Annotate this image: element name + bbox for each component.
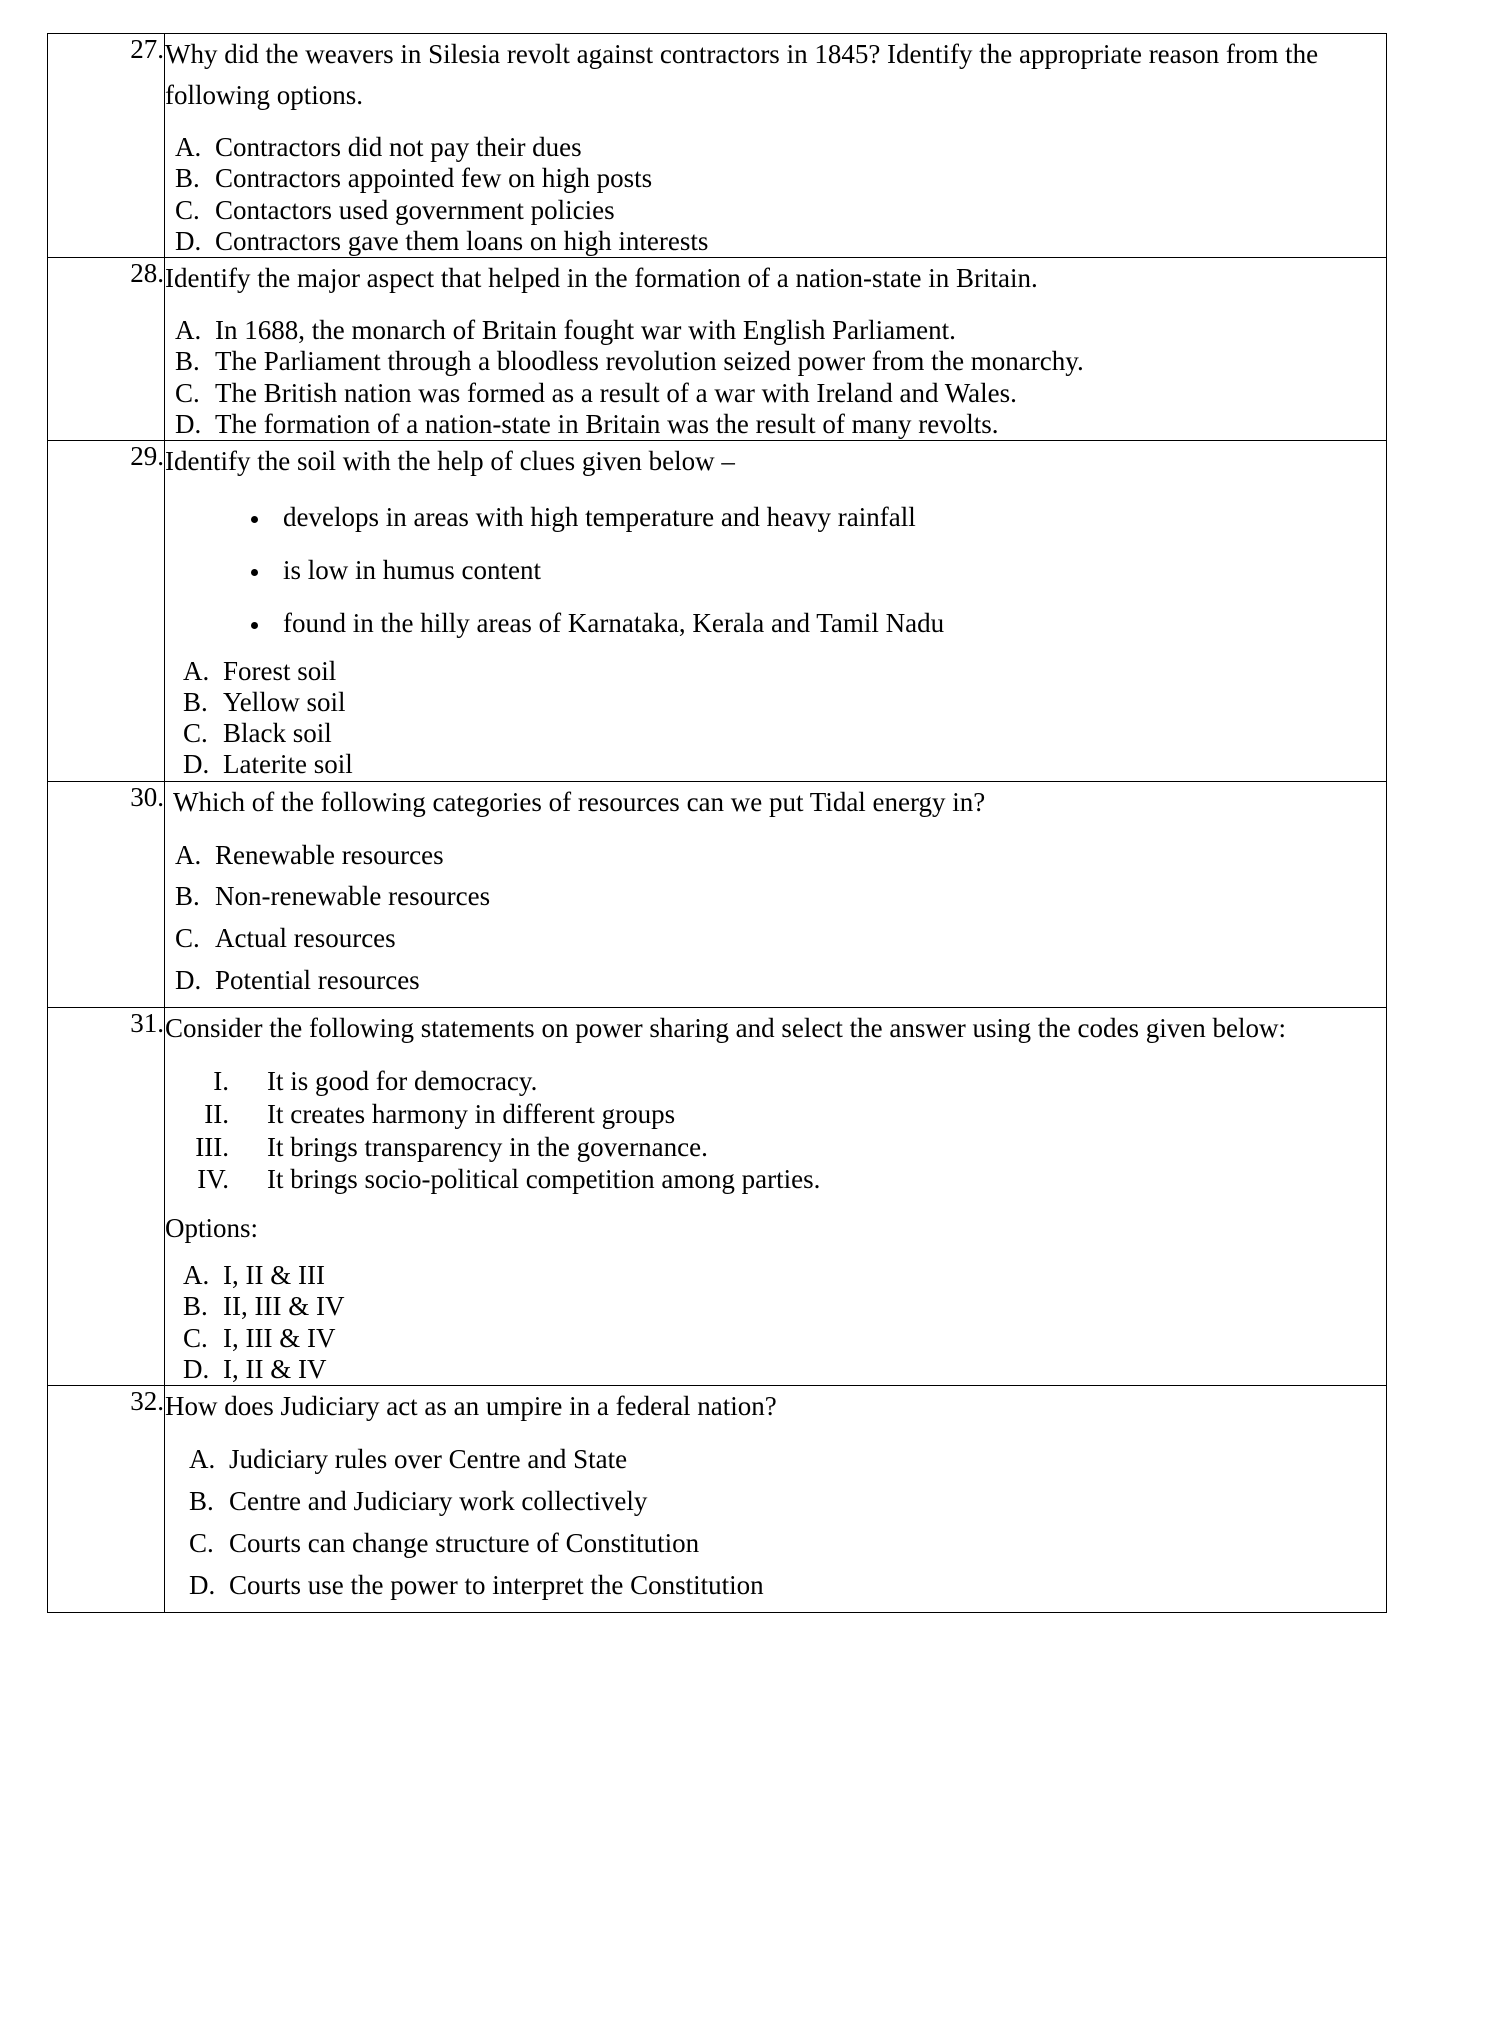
questions-table [47,33,1387,1613]
option-text: I, II & III [223,1260,325,1291]
list-item [175,965,1386,997]
option-text: The formation of a nation-state in Britain was the result of many revolts. [215,408,999,439]
question-number: 32. [130,1386,164,1417]
list-item [175,881,1386,913]
option-label: D. [183,749,210,780]
list-item [183,656,1386,686]
option-text: I, III & IV [223,1322,336,1353]
option-text: Centre and Judiciary work collectively [229,1485,648,1516]
option-text: Potential resources [215,965,420,996]
statement-numeral: II. [204,1098,229,1129]
option-label: B. [189,1485,214,1516]
question-stem: How does Judiciary act as an umpire in a federal nation? [165,1391,777,1422]
option-label: C. [183,718,208,749]
list-item [189,1528,1386,1560]
list-item [183,1260,1386,1290]
option-text: Actual resources [215,923,396,954]
question-stem: Identify the major aspect that helped in the formation of a nation-state in Britain. [165,263,1038,293]
option-label: D. [189,1569,216,1600]
clue-list [165,502,1386,640]
question-number: 29. [130,440,164,471]
list-item [175,840,1386,872]
option-label: A. [189,1444,216,1475]
statement-list [165,1066,1386,1195]
option-label: B. [183,1291,208,1322]
list-item [175,163,1386,193]
option-label: A. [183,655,210,686]
option-text: Non-renewable resources [215,881,491,912]
list-item [193,1066,1386,1097]
option-text: In 1688, the monarch of Britain fought war with English Parliament. [215,315,956,346]
statement-text: It brings transparency in the governance. [267,1131,708,1162]
option-label: A. [175,839,202,870]
list-item [189,1444,1386,1476]
list-item [175,923,1386,955]
option-label: C. [183,1322,208,1353]
option-label: A. [175,132,202,163]
option-text: The Parliament through a bloodless revolution seized power from the monarchy. [215,346,1084,377]
option-label: D. [183,1353,210,1384]
option-text: Laterite soil [223,749,353,780]
table-row [48,258,1387,441]
option-list [165,656,1386,780]
option-text: Contractors appointed few on high posts [215,163,653,194]
option-text: Judiciary rules over Centre and State [229,1444,628,1475]
question-number: 28. [130,258,164,288]
table-row [48,1386,1387,1612]
question-stem: Identify the soil with the help of clues given below – [165,445,735,476]
option-text: II, III & IV [223,1291,345,1322]
table-row [48,440,1387,781]
list-item [189,1486,1386,1518]
question-body-cell [165,34,1387,258]
statement-text: It is good for democracy. [267,1066,538,1097]
option-label: C. [175,194,200,225]
list-item [175,378,1386,408]
statement-numeral: III. [195,1131,229,1162]
question-body-cell [165,1386,1387,1612]
option-text: Forest soil [223,655,337,686]
statement-numeral: I. [213,1066,229,1097]
list-item: develops in areas with high temperature and heavy rainfall [283,502,1386,534]
option-text: Courts can change structure of Constitution [229,1527,700,1558]
question-number-cell [48,781,165,1007]
statement-text: It creates harmony in different groups [267,1098,676,1129]
list-item [183,1354,1386,1384]
statement-numeral: IV. [197,1164,229,1195]
option-list [165,132,1386,256]
table-row [48,34,1387,258]
question-body-cell [165,1007,1387,1385]
question-stem: Why did the weavers in Silesia revolt against contractors in 1845? Identify the appropriate reason from the following options. [165,39,1319,111]
option-list [165,840,1386,997]
option-label: B. [175,881,200,912]
option-label: D. [175,408,202,439]
options-label: Options: [165,1213,259,1244]
list-item [175,315,1386,345]
question-body-cell [165,258,1387,441]
list-item [193,1164,1386,1195]
list-item: found in the hilly areas of Karnataka, Kerala and Tamil Nadu [283,608,1386,640]
question-stem: Consider the following statements on power sharing and select the answer using the codes given below: [165,1012,1286,1043]
option-text: Contractors did not pay their dues [215,132,582,163]
list-item [175,132,1386,162]
option-label: C. [175,923,200,954]
option-text: The British nation was formed as a result of a war with Ireland and Wales. [215,377,1017,408]
question-stem: Which of the following categories of resources can we put Tidal energy in? [173,786,986,817]
question-number-cell [48,258,165,441]
option-list [165,315,1386,439]
statement-text: It brings socio-political competition among parties. [267,1164,821,1195]
question-number-cell [48,440,165,781]
option-text: Contactors used government policies [215,194,615,225]
option-text: Contractors gave them loans on high interests [215,225,709,256]
option-list [165,1260,1386,1384]
list-item [193,1099,1386,1130]
list-item [189,1570,1386,1602]
option-text: Renewable resources [215,839,444,870]
list-item [183,687,1386,717]
list-item [193,1132,1386,1163]
list-item [183,1323,1386,1353]
option-label: C. [175,377,200,408]
option-text: Courts use the power to interpret the Constitution [229,1569,764,1600]
option-list [165,1444,1386,1601]
option-text: Black soil [223,718,332,749]
option-label: A. [175,315,202,346]
option-text: I, II & IV [223,1353,327,1384]
list-item [175,346,1386,376]
question-number: 27. [130,34,164,64]
list-item [175,195,1386,225]
question-body-cell [165,781,1387,1007]
list-item [183,718,1386,748]
table-row [48,781,1387,1007]
table-row [48,1007,1387,1385]
question-body-cell [165,440,1387,781]
option-label: B. [175,346,200,377]
option-label: D. [175,225,202,256]
question-number: 31. [130,1007,164,1038]
option-label: B. [183,686,208,717]
question-number-cell [48,1386,165,1612]
question-number: 30. [130,781,164,812]
question-number-cell [48,1007,165,1385]
option-label: D. [175,965,202,996]
list-item: is low in humus content [283,555,1386,587]
option-label: C. [189,1527,214,1558]
list-item [175,409,1386,439]
list-item [183,1291,1386,1321]
option-text: Yellow soil [223,686,346,717]
option-label: A. [183,1260,210,1291]
option-label: B. [175,163,200,194]
list-item [175,226,1386,256]
question-number-cell [48,34,165,258]
list-item [183,749,1386,779]
